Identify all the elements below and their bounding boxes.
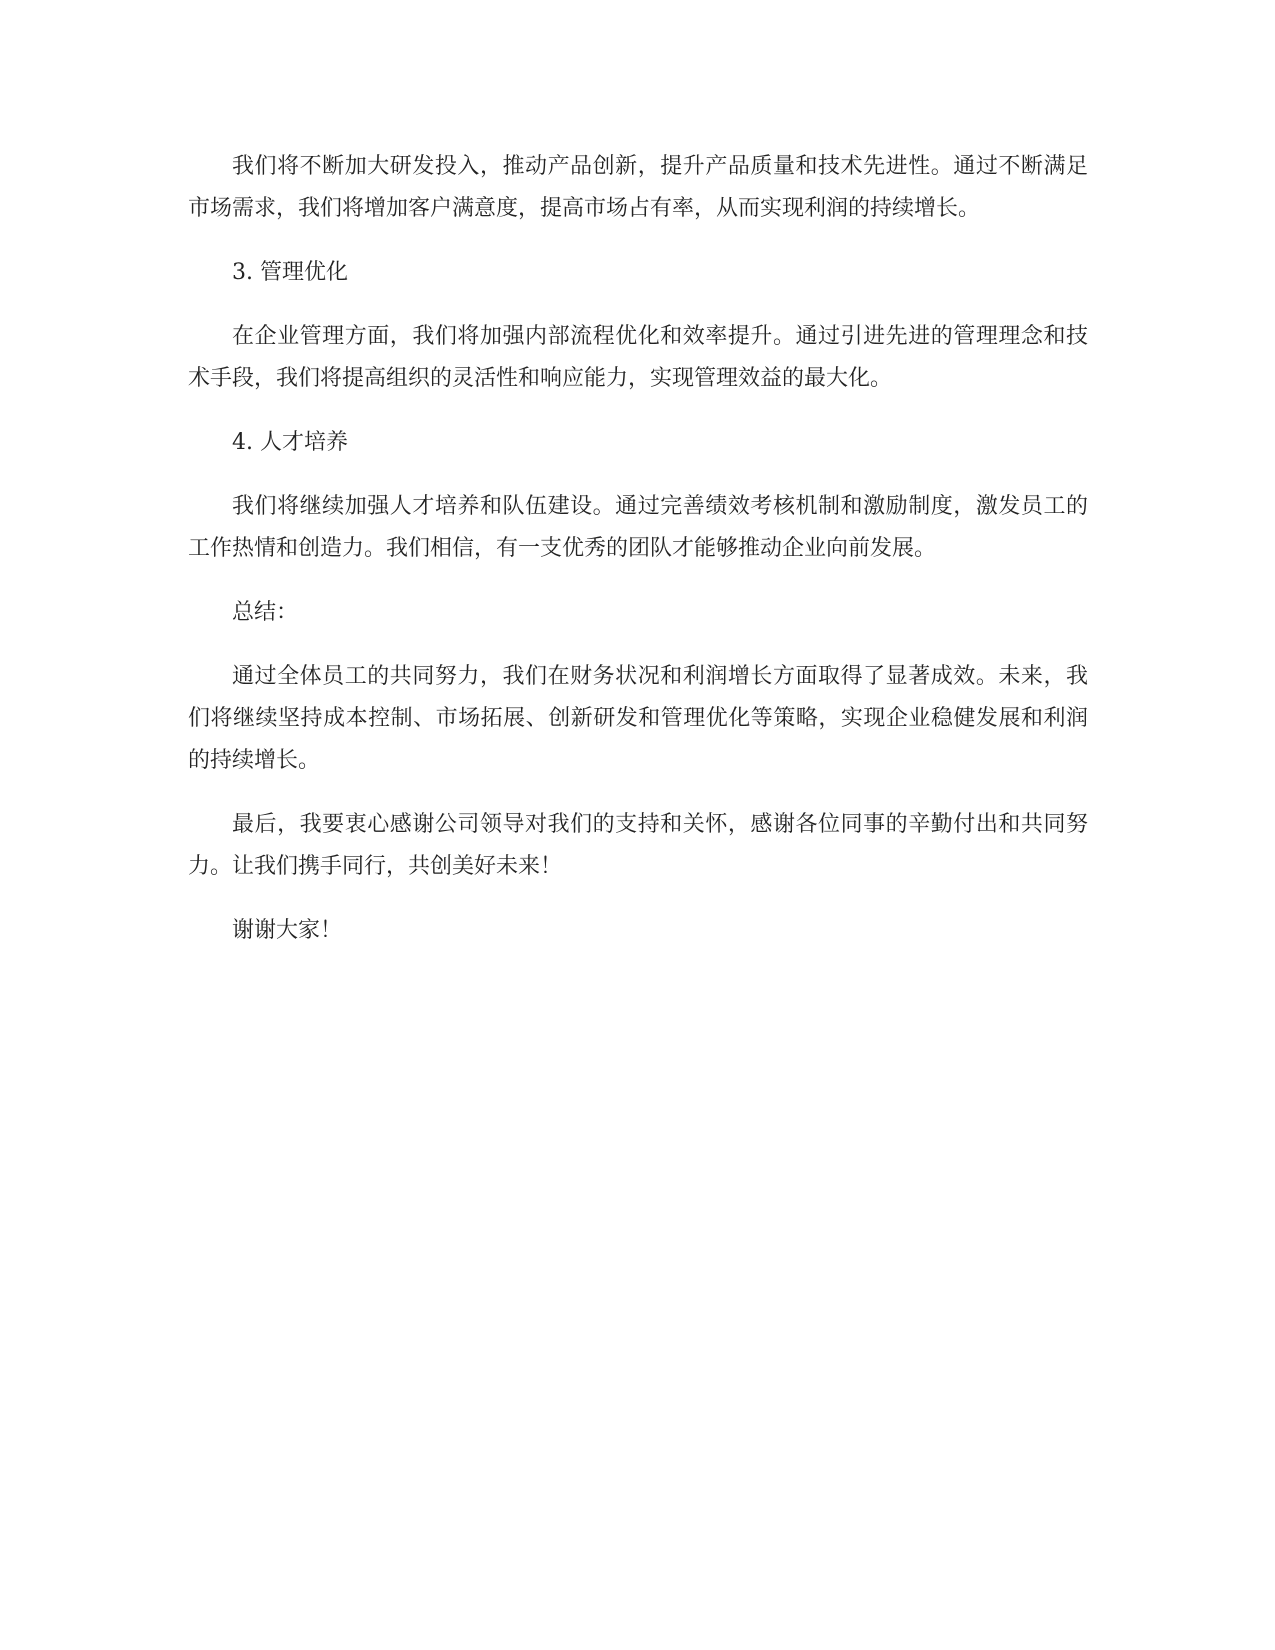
document-page xyxy=(188,146,1088,952)
body-paragraph: 我们将不断加大研发投入，推动产品创新，提升产品质量和技术先进性。通过不断满足市场需求，我们将增加客户满意度，提高市场占有率，从而实现利润的持续增长。 xyxy=(188,154,1088,221)
section-heading: 4. 人才培养 xyxy=(232,430,348,455)
body-paragraph: 在企业管理方面，我们将加强内部流程优化和效率提升。通过引进先进的管理理念和技术手段，我们将提高组织的灵活性和响应能力，实现管理效益的最大化。 xyxy=(188,324,1088,391)
section-heading: 3. 管理优化 xyxy=(232,260,348,285)
body-paragraph: 通过全体员工的共同努力，我们在财务状况和利润增长方面取得了显著成效。未来，我们将继续坚持成本控制、市场拓展、创新研发和管理优化等策略，实现企业稳健发展和利润的持续增长。 xyxy=(188,664,1088,773)
closing-line: 谢谢大家！ xyxy=(232,918,343,943)
body-paragraph: 最后，我要衷心感谢公司领导对我们的支持和关怀，感谢各位同事的辛勤付出和共同努力。让我们携手同行，共创美好未来！ xyxy=(188,812,1088,879)
summary-heading: 总结： xyxy=(232,600,299,625)
body-paragraph: 我们将继续加强人才培养和队伍建设。通过完善绩效考核机制和激励制度，激发员工的工作热情和创造力。我们相信，有一支优秀的团队才能够推动企业向前发展。 xyxy=(188,494,1088,561)
